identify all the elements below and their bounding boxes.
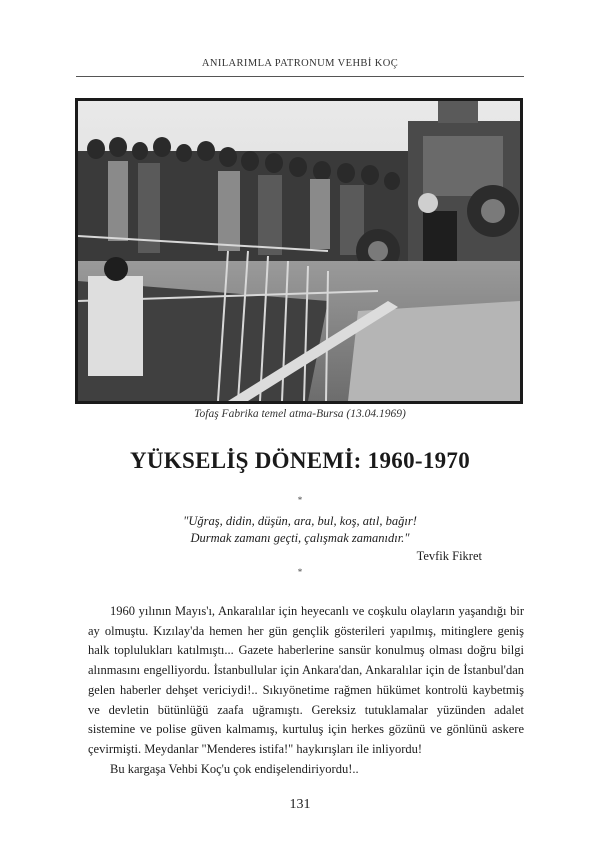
epigraph-quote <box>150 513 450 547</box>
epigraph-line: Durmak zamanı geçti, çalışmak zamanıdır." <box>190 531 410 545</box>
groundbreaking-photo <box>78 101 520 401</box>
epigraph-star-bottom: * <box>297 567 303 577</box>
running-header: ANILARIMLA PATRONUM VEHBİ KOÇ <box>201 58 399 69</box>
epigraph-author: Tevfik Fikret <box>416 549 482 563</box>
body-paragraph: Bu kargaşa Vehbi Koç'u çok endişelendiriyordu!.. <box>110 761 359 776</box>
body-text <box>88 602 524 779</box>
photo-frame <box>75 98 523 404</box>
chapter-title: YÜKSELİŞ DÖNEMİ: 1960-1970 <box>129 448 471 473</box>
page-number: 131 <box>289 797 311 812</box>
header-rule <box>76 76 524 77</box>
epigraph-star-top: * <box>297 495 303 505</box>
body-paragraph: 1960 yılının Mayıs'ı, Ankaralılar için heyecanlı ve coşkulu olayların yaşandığı bir ay olmuştu. Kızılay'da hemen her gün gençlik gösterileri yapılmış, mitinglere geniş halk toplulukları katılmıştı... Gazete haberlerine sansür konulmuş olması doğru bilgi alınmasını engelliyordu. İstanbullular için Ankara'dan, Ankaralılar için de İstanbul'dan gelen haberler dehşet vericiydi!.. Sıkıyönetime rağmen hükümet kontrolü kaybetmiş ve devletin bütünlüğü zaafa uğramıştı. Gereksiz tutuklamalar yüzünden adalet sistemine ve polise güven kalmamış, kurtuluş için herkes gözünü ve gönlünü askere çevirmişti. Meydanlar "Menderes istifa!" haykırışları ile inliyordu! <box>88 604 524 756</box>
epigraph-line: "Uğraş, didin, düşün, ara, bul, koş, atıl, bağır! <box>183 514 417 528</box>
photo-caption: Tofaş Fabrika temel atma-Bursa (13.04.1969) <box>194 408 406 420</box>
